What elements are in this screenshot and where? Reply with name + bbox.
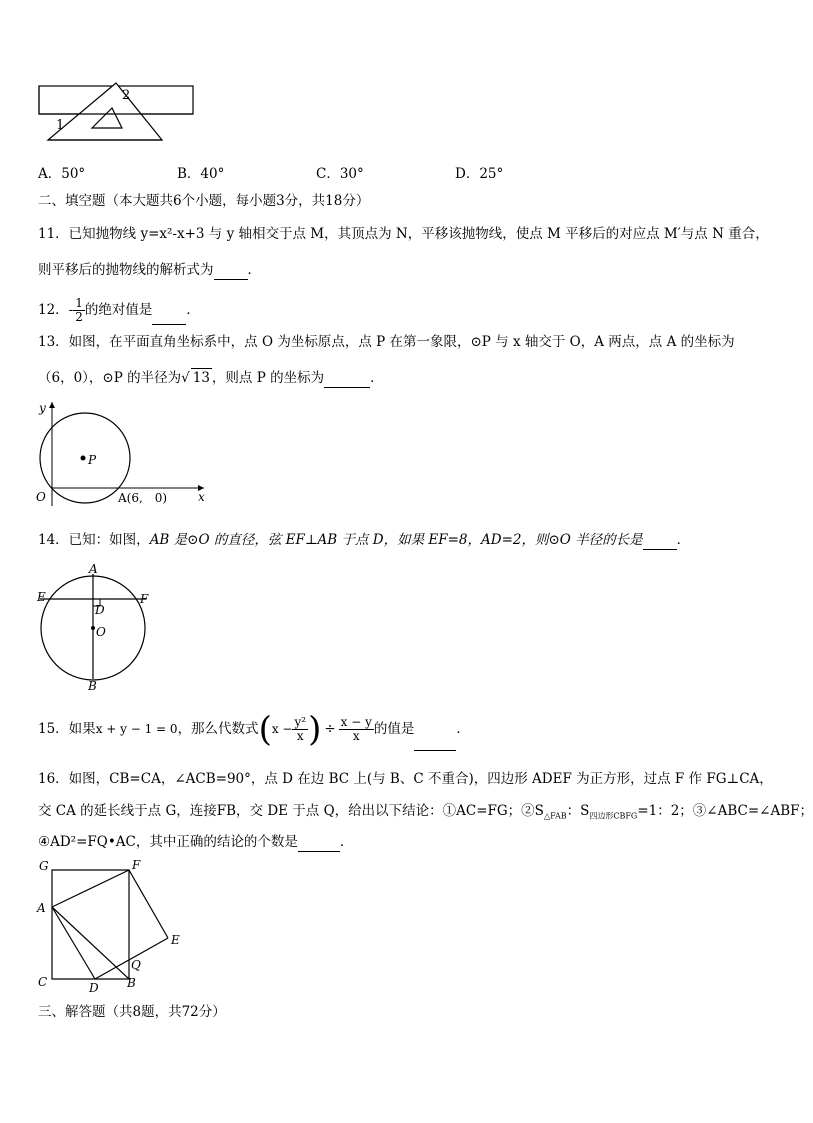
q15-condition: x + y − 1 = 0 [95,722,178,736]
q11-line1: 11．已知抛物线 y=x²-x+3 与 y 轴相交于点 M，其顶点为 N，平移该抛物线，使点 M 平移后的对应点 M′与点 N 重合， [38,226,769,242]
q14-text: AB 是⊙O 的直径，弦 EF⊥AB 于点 D，如果 EF=8，AD=2，则⊙O 半径的长是 [149,532,643,548]
q12-end: ． [186,302,200,318]
center-o [91,626,95,630]
q15-end: ． [456,721,470,737]
label-a: A(6, 0) [118,491,168,505]
label-o: O [36,490,46,504]
q16-line2-a: 交 CA 的延长线于点 G，连接FB，交 DE 于点 Q，给出以下结论：①AC=FG；②S [38,803,544,819]
q14-end: ． [676,532,691,548]
q13-line2-mid: ，则点 P 的坐标为 [211,370,325,386]
left-paren: ( [258,709,272,750]
answer-blank-14[interactable] [643,531,677,550]
answer-blank-15[interactable] [414,708,456,751]
q16-sub2: 四边形CBFG [589,811,638,821]
q15-frac1 [292,716,308,743]
q15 [38,708,470,750]
label-b: B [127,976,136,990]
answer-blank-16[interactable] [298,833,340,852]
q13-line1: 13．如图，在平面直角坐标系中，点 O 为坐标原点，点 P 在第一象限，⊙P 与 x 轴交于 O，A 两点，点 A 的坐标为 [38,334,735,350]
q15-mid: ，那么代数式 [177,721,259,737]
section3-title: 三、解答题（共8题，共72分） [38,1004,226,1020]
frac2-den: x [352,729,360,743]
sqrt-sign: √ [181,370,190,386]
q16-sub1: △FAB [543,811,567,821]
frac1-den: x [296,729,304,743]
section2-title: 二、填空题（本大题共6个小题，每小题3分，共18分） [38,193,370,209]
q12-fraction [73,297,85,324]
q11-line2 [38,261,261,280]
label-b: B [88,679,97,693]
q16-line2-c: =1：2；③∠ABC=∠ABF； [637,803,813,819]
q16-end: ． [339,834,354,850]
q15-divide: ÷ [324,721,336,737]
label-a: A [37,901,46,915]
q14-figure [36,562,152,692]
right-paren: ) [308,709,322,750]
q16-figure [34,856,184,994]
label-e: E [171,933,180,947]
q13-line2 [38,368,384,388]
label-e: E [37,590,46,604]
label-c: C [38,975,48,989]
q15-prefix: 15．如果 [38,721,96,737]
q14-prefix: 14．已知：如图， [38,532,150,548]
angle-2-label: 2 [122,88,131,103]
label-g: G [39,859,49,873]
q11-line2-text: 则平移后的抛物线的解析式为 [38,262,214,278]
label-p: P [88,453,97,467]
q12-text: 的绝对值是 [84,302,153,318]
q12-num: 1 [75,296,83,310]
option-d: D．25° [455,166,504,182]
label-a: A [89,562,98,576]
q14 [38,531,690,550]
q16-line3 [38,833,353,852]
q16-line2 [38,802,813,826]
q16-line2-b: ：S [566,803,590,819]
q15-suffix: 的值是 [373,721,415,737]
q10-figure [36,82,206,144]
q15-frac2 [339,716,374,743]
sqrt-value: 13 [192,370,210,386]
label-d: D [89,981,99,995]
label-o: O [96,625,106,639]
answer-blank-12[interactable] [152,296,186,325]
label-x: x [198,490,205,504]
label-f: F [140,592,149,606]
q16-line3-text: ④AD²=FQ•AC，其中正确的结论的个数是 [38,834,298,850]
angle-1-label: 1 [56,118,65,133]
answer-blank-11[interactable] [214,261,248,280]
q11-end: ． [247,262,261,278]
q12-den: 2 [75,310,83,324]
point-p [81,456,86,461]
option-b: B．40° [177,166,225,182]
q12 [38,296,200,325]
label-y: y [39,401,46,415]
q13-line2-text: （6，0），⊙P 的半径为 [38,370,182,386]
frac1-num: y² [294,715,307,729]
answer-blank-13[interactable] [324,369,370,388]
q15-x: x − [271,722,293,736]
label-q: Q [131,958,141,972]
q16-line1: 16．如图，CB=CA，∠ACB=90°，点 D 在边 BC 上(与 B、C 不重合)，四边形 ADEF 为正方形，过点 F 作 FG⊥CA， [38,771,773,787]
frac2-num: x − y [340,715,372,729]
option-a: A．50° [38,166,86,182]
label-d: D [95,603,105,617]
q13-end: ． [370,370,384,386]
option-c: C．30° [316,166,364,182]
q13-figure [32,398,212,510]
label-f: F [132,858,141,872]
q12-prefix: 12．- [38,302,74,318]
